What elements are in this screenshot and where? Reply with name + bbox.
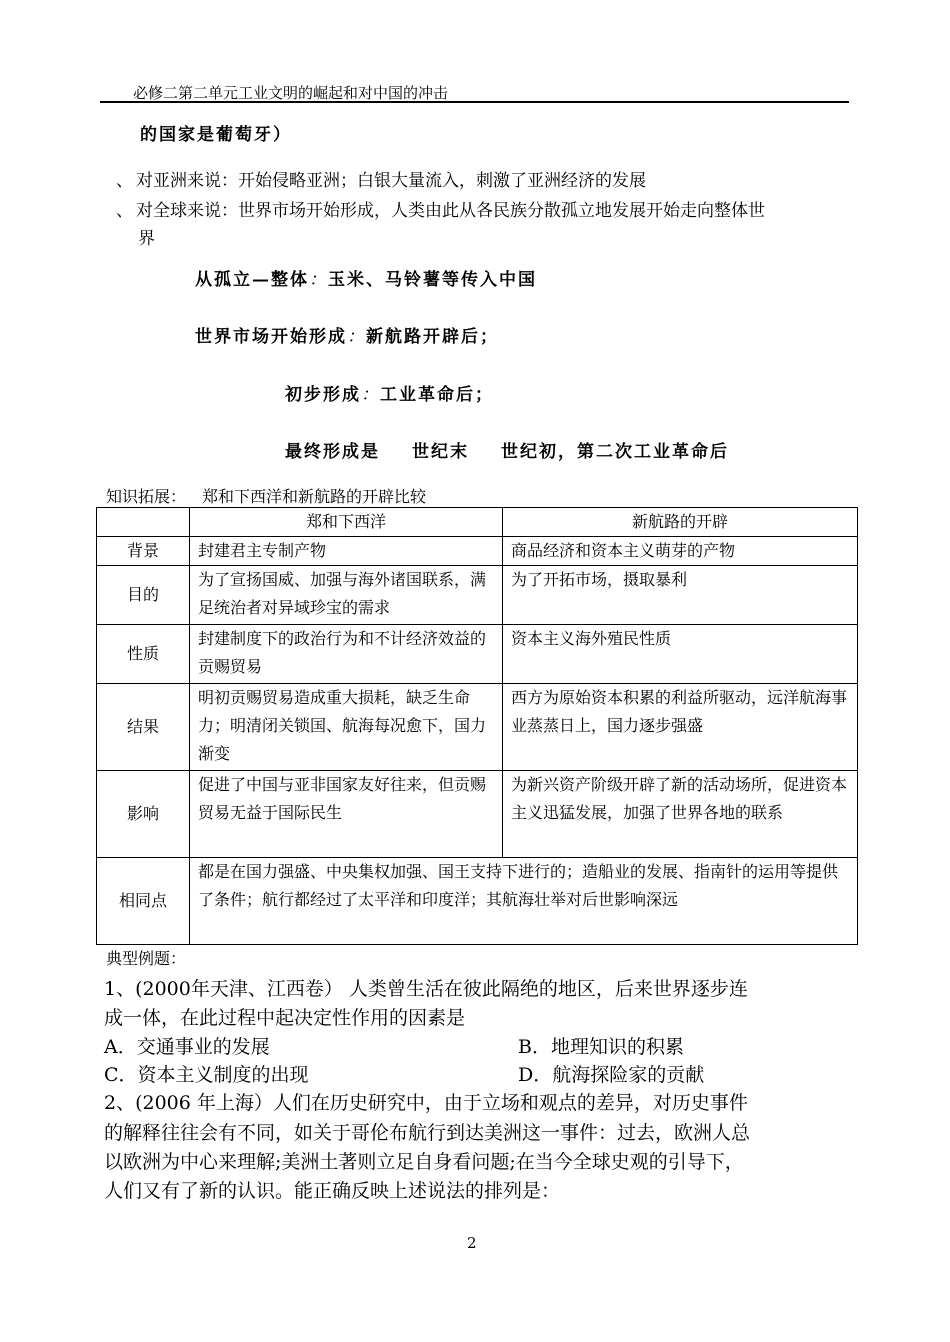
highlight-term: 初步形成 [285,385,361,405]
highlight-term: 从孤立—整体 [195,270,309,290]
row-label: 背景 [97,537,190,566]
table-cell: 为新兴资产阶级开辟了新的活动场所，促进资本主义迅猛发展，加强了世界各地的联系 [503,771,858,858]
table-header-row [97,508,858,537]
table-row [97,771,858,858]
table-cell: 明初贡赐贸易造成重大损耗，缺乏生命力；明清闭关锁国、航海每况愈下，国力渐变 [190,684,503,771]
bullet-continuation: 界 [138,229,155,249]
table-cell: 为了开拓市场，摄取暴利 [503,566,858,625]
table-row [97,625,858,684]
highlight-line [195,265,537,290]
highlight-line [195,322,499,347]
highlight-term: 世界市场开始形成 [195,327,347,347]
row-label: 影响 [97,771,190,858]
highlight-term: 最终形成是 [285,442,380,462]
table-cell: 促进了中国与亚非国家友好往来，但贡赐贸易无益于国际民生 [190,771,503,858]
table-cell: 封建制度下的政治行为和不计经济效益的贡赐贸易 [190,625,503,684]
highlight-detail: 工业革命后； [380,385,494,405]
question-1-line: 成一体，在此过程中起决定性作用的因素是 [104,1007,466,1029]
table-cell: 商品经济和资本主义萌芽的产物 [503,537,858,566]
question-2-line: 人们又有了新的认识。能正确反映上述说法的排列是： [104,1180,561,1202]
highlight-detail: ，第二次工业革命后 [558,442,729,462]
bullet-text: 对亚洲来说：开始侵略亚洲；白银大量流入，刺激了亚洲经济的发展 [136,171,646,191]
comparison-table [96,507,858,945]
table-header-cell: 郑和下西洋 [190,508,503,537]
option-b: B．地理知识的积累 [518,1036,684,1058]
knowledge-label: 知识拓展： [106,487,187,506]
table-row [97,858,858,945]
question-1-line: 1、(2000年天津、江西卷） 人类曾生活在彼此隔绝的地区，后来世界逐步连 [104,978,748,1000]
question-2-line: 2、(2006 年上海）人们在历史研究中，由于立场和观点的差异，对历史事件 [104,1092,748,1114]
table-cell: 西方为原始资本积累的利益所驱动，远洋航海事业蒸蒸日上，国力逐步强盛 [503,684,858,771]
highlight-line [285,380,494,405]
row-label: 结果 [97,684,190,771]
bullet-text: 对全球来说：世界市场开始形成，人类由此从各民族分散孤立地发展开始走向整体世 [136,201,765,221]
table-row [97,566,858,625]
knowledge-heading [106,484,426,507]
highlight-detail: 玉米、马铃薯等传入中国 [328,270,537,290]
table-row [97,537,858,566]
examples-label: 典型例题： [106,949,187,968]
option-d: D．航海探险家的贡献 [518,1064,705,1086]
highlight-detail: 新航路开辟后； [366,327,499,347]
page-number: 2 [467,1234,477,1252]
header-rule [100,101,849,103]
highlight-sep: ： [309,270,328,290]
table-row [97,684,858,771]
option-a: A．交通事业的发展 [104,1036,270,1058]
table-cell-common: 都是在国力强盛、中央集权加强、国王支持下进行的；造船业的发展、指南针的运用等提供了条件；航行都经过了太平洋和印度洋；其航海壮举对后世影响深远 [190,858,858,945]
question-2-line: 以欧洲为中心来理解;美洲土著则立足自身看问题;在当今全球史观的引导下， [104,1151,744,1173]
page-header-title: 必修二第二单元工业文明的崛起和对中国的冲击 [133,84,449,102]
highlight-detail: 世纪初 [501,442,558,462]
table-cell: 资本主义海外殖民性质 [503,625,858,684]
table-cell: 封建君主专制产物 [190,537,503,566]
row-label: 相同点 [97,858,190,945]
knowledge-title: 郑和下西洋和新航路的开辟比较 [202,487,427,506]
bullet-mark: 、 [116,171,133,191]
intro-line: 的国家是葡萄牙） [140,125,292,145]
bullet-mark: 、 [116,201,133,221]
table-header-cell: 新航路的开辟 [503,508,858,537]
question-2-line: 的解释往往会有不同，如关于哥伦布航行到达美洲这一事件：过去，欧洲人总 [104,1122,751,1144]
highlight-sep: ： [347,327,366,347]
option-c: C．资本主义制度的出现 [104,1064,309,1086]
highlight-detail: 世纪末 [412,442,469,462]
row-label: 目的 [97,566,190,625]
highlight-sep: ： [361,385,380,405]
row-label: 性质 [97,625,190,684]
table-cell: 为了宣扬国威、加强与海外诸国联系，满足统治者对异域珍宝的需求 [190,566,503,625]
highlight-line [285,437,729,462]
table-header-cell [97,508,190,537]
